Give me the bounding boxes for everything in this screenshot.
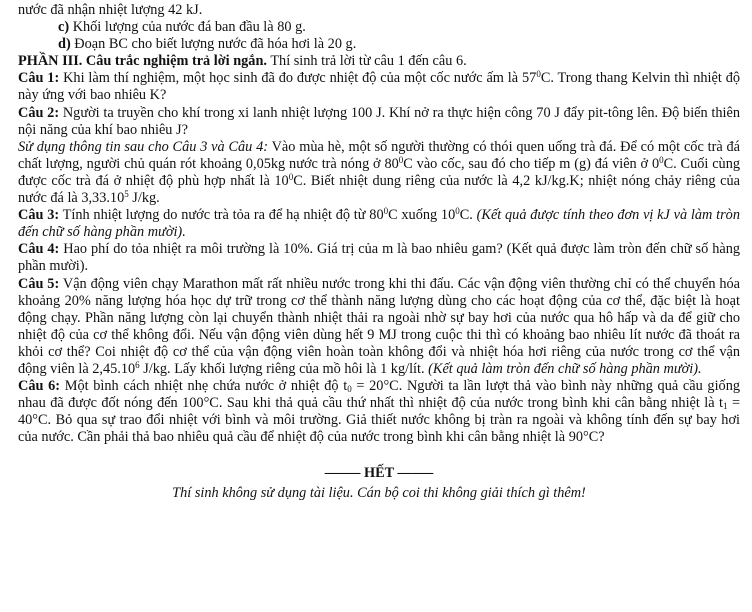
degree-mark: 0 — [455, 206, 460, 217]
question-5-text: J/kg. Lấy khối lượng riêng của mồ hôi là 1 kg/lít. — [139, 360, 425, 377]
subscript: 0 — [347, 384, 352, 395]
shared-context-text: C. Biết nhiệt dung riêng của nước là 4,2 kJ/kg.K; nhiệt nóng chảy riêng của nước đá là 3,33.10 — [18, 172, 740, 207]
question-1-label: Câu 1: — [18, 70, 60, 87]
question-6-text: = 40°C. Bỏ qua sự trao đổi nhiệt với bình và môi trường. Giả thiết nước không bị tràn ra ngoài và không tính đến sự bay hơi của nước. Cần phải thả bao nhiêu quả cầu để nhiệt độ của nước trong bình khi cân bằng nhiệt là 90°C? — [18, 395, 741, 446]
statement-c-label: c) — [58, 19, 70, 36]
question-4-text: Hao phí do tỏa nhiệt ra môi trường là 10%. Giá trị của m là bao nhiêu gam? (Kết quả được làm tròn đến chữ số hàng phần mười). — [18, 241, 740, 275]
question-1-text-end: C. Trong thang Kelvin thì nhiệt độ này ứng với bao nhiêu K? — [18, 70, 741, 104]
shared-context-text: C. Cuối cùng được cốc trà đá ở nhiệt độ phù hợp nhất là 10 — [18, 155, 740, 189]
statement-d-label: d) — [58, 36, 71, 53]
part3-header — [18, 53, 740, 70]
degree-mark: 0 — [659, 154, 664, 165]
statement-d-text: Đoạn BC cho biết lượng nước đã hóa hơi là 20 g. — [74, 36, 357, 53]
question-4 — [18, 241, 740, 275]
shared-context-text: J/kg. — [128, 190, 160, 207]
question-5-label: Câu 5: — [18, 275, 60, 292]
question-3-text: C. — [459, 207, 473, 224]
subscript: 1 — [723, 401, 728, 412]
question-3-note: (Kết quả được tính theo đơn vị kJ và làm tròn đến chữ số hàng phần mười). — [18, 207, 740, 241]
question-5-text: Vận động viên chạy Marathon mất rất nhiều nước trong khi thi đấu. Các vận động viên thường chỉ có thể chuyển hóa khoảng 20% năng lượng hóa học dự trữ trong cơ thể thành năng lượng dùng cho các hoạt động của cơ thể, đặc biệt là hoạt động chạy. Phần năng lượng còn lại chuyển thành nhiệt thải ra ngoài nhờ sự bay hơi của nước qua hô hấp và da để giữ cho nhiệt độ của cơ thể không đổi. Nếu vận động viên dùng hết 9 MJ trong cuộc thi thì có khoảng bao nhiêu lít nước đã thoát ra khỏi cơ thể? Coi nhiệt độ cơ thể của vận động viên hoàn toàn không đổi và nhiệt hóa hơi riêng của nước trong cơ thể vận động viên là 2,45.10 — [18, 275, 740, 377]
question-4-label: Câu 4: — [18, 241, 60, 258]
question-6 — [18, 378, 740, 446]
statement-c — [18, 19, 740, 36]
intro-line: nước đã nhận nhiệt lượng 42 kJ. — [18, 2, 203, 18]
question-3 — [18, 207, 740, 241]
degree-mark: 0 — [383, 206, 389, 217]
question-6-text: = 20°C. Người ta lần lượt thả vào bình này những quả cầu giống nhau đã được đốt nóng đến 100°C. Sau khi thả quả cầu thứ nhất thì nhiệt độ của nước trong bình khi cân bằng nhiệt là t — [18, 378, 740, 412]
question-2 — [18, 105, 740, 139]
statement-d — [18, 36, 740, 53]
shared-context-intro: Sử dụng thông tin sau cho Câu 3 và Câu 4: — [18, 138, 269, 155]
footer-note: Thí sinh không sử dụng tài liệu. Cán bộ coi thi không giải thích gì thêm! — [172, 484, 586, 501]
question-5 — [18, 276, 740, 379]
question-1-text: Khi làm thí nghiệm, một học sinh đã đo được nhiệt độ của một cốc nước ấm là 57 — [63, 70, 537, 87]
question-3-label: Câu 3: — [18, 207, 60, 224]
statement-c-text: Khối lượng của nước đá ban đầu là 80 g. — [72, 19, 306, 36]
question-6-label: Câu 6: — [18, 378, 61, 395]
question-2-text: Người ta truyền cho khí trong xi lanh nhiệt lượng 100 J. Khí nở ra thực hiện công 70 J đẩy pit-tông lên. Độ biến thiên nội năng của khí bao nhiêu J? — [18, 104, 740, 138]
question-5-note: (Kết quả làm tròn đến chữ số hàng phần mười). — [428, 360, 702, 377]
shared-context-text: Vào mùa hè, một số người thường có thói quen uống trà đá. Để có một cốc trà đá chất lượng, người chủ quán rót khoảng 0,05kg nước trà nóng ở 80 — [18, 138, 740, 172]
question-3-text: C xuống 10 — [388, 207, 456, 224]
question-3-text: Tính nhiệt lượng do nước trà tỏa ra để hạ nhiệt độ từ 80 — [62, 207, 384, 224]
part3-heading: PHẦN III. Câu trắc nghiệm trả lời ngắn. — [18, 53, 267, 70]
part3-instruction: Thí sinh trả lời từ câu 1 đến câu 6. — [270, 53, 467, 70]
exponent: 6 — [135, 359, 140, 370]
question-6-text: Một bình cách nhiệt nhẹ chứa nước ở nhiệt độ t — [64, 378, 348, 395]
degree-mark: 0 — [398, 154, 404, 165]
end-marker: ––––– HẾT ––––– — [324, 465, 434, 482]
exam-page — [18, 2, 740, 502]
shared-context — [18, 139, 740, 207]
question-2-label: Câu 2: — [18, 104, 60, 121]
degree-mark: 0 — [536, 69, 541, 80]
exponent: 5 — [124, 189, 129, 200]
question-1 — [18, 70, 740, 104]
shared-context-text: C vào cốc, sau đó cho tiếp m (g) đá viên ở 0 — [403, 155, 660, 172]
degree-mark: 0 — [288, 171, 294, 182]
